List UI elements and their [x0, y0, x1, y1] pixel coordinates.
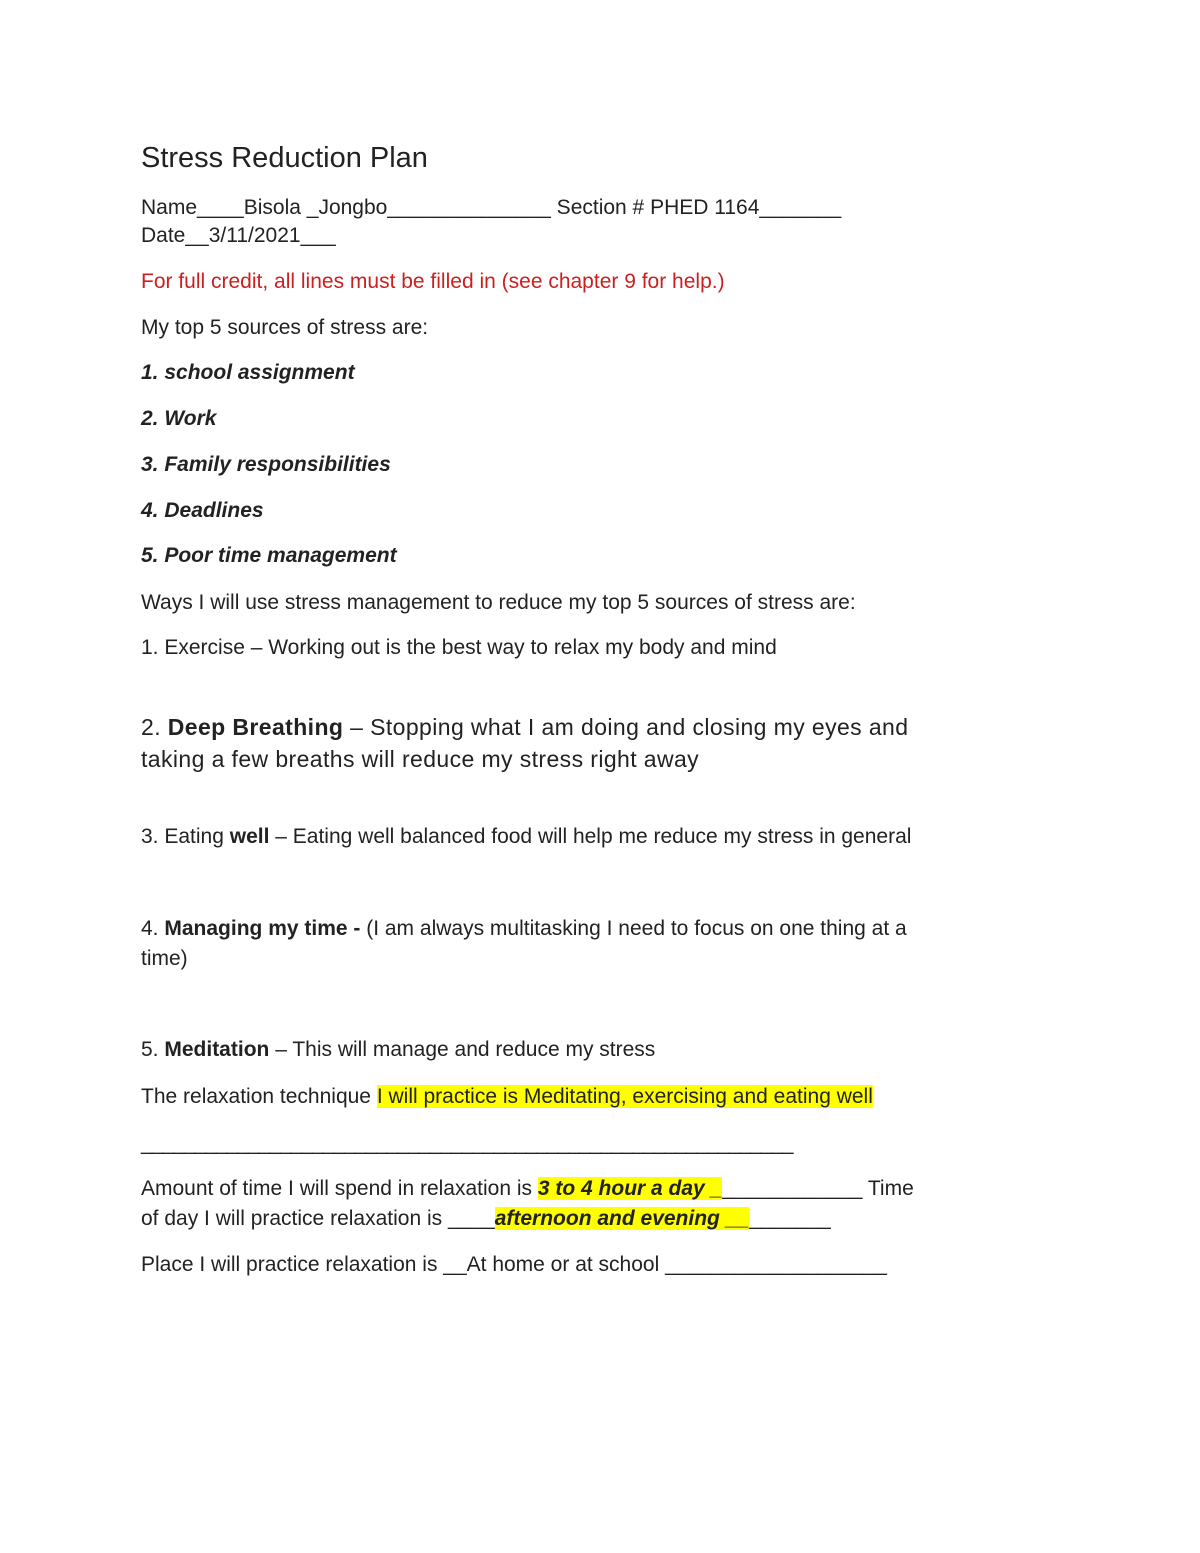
ways-heading: Ways I will use stress management to reduce my top 5 sources of stress are: [141, 591, 856, 614]
time-of-day-answer: afternoon and evening __ [494, 1207, 750, 1230]
way-item-5 [141, 1038, 655, 1062]
way-item-4 [141, 917, 907, 941]
stress-source-item: 5. Poor time management [141, 544, 397, 567]
time-of-day-line [141, 1207, 831, 1231]
technique-line [141, 1085, 873, 1109]
amount-tail: ____________ Time [722, 1177, 914, 1200]
way-text: – Stopping what I am doing and closing my eyes and [343, 714, 909, 740]
stress-source-item: 4. Deadlines [141, 499, 264, 522]
technique-answer: I will practice is Meditating, exercising and eating well [376, 1085, 873, 1108]
way-title: Deep Breathing [167, 714, 344, 740]
page-title: Stress Reduction Plan [141, 142, 428, 174]
amount-label: Amount of time I will spend in relaxation is [141, 1177, 538, 1200]
amount-line [141, 1177, 914, 1201]
time-of-day-tail: _______ [749, 1207, 831, 1230]
way-title: Meditation [164, 1038, 270, 1061]
technique-label: The relaxation technique [141, 1085, 377, 1108]
way-item-4-continued: time) [141, 947, 188, 970]
way-number: 3. Eating [141, 825, 230, 848]
way-text: (I am always multitasking I need to focus on one thing at a [366, 917, 907, 940]
technique-rule: _____________________________________________________________ [141, 1132, 793, 1155]
way-text: – This will manage and reduce my stress [269, 1038, 656, 1061]
way-item-1 [141, 636, 777, 660]
stress-source-item: 1. school assignment [141, 361, 355, 384]
way-number: 4. [141, 917, 165, 940]
amount-answer: 3 to 4 hour a day _ [537, 1177, 723, 1200]
way-number: 1. [141, 636, 165, 659]
stress-source-item: 2. Work [141, 407, 217, 430]
time-of-day-label: of day I will practice relaxation is ____ [141, 1207, 495, 1230]
way-item-2 [141, 714, 908, 741]
place-line: Place I will practice relaxation is __At home or at school ___________________ [141, 1253, 887, 1276]
way-title: well [229, 825, 270, 848]
sources-heading: My top 5 sources of stress are: [141, 316, 429, 339]
stress-source-item: 3. Family responsibilities [141, 453, 391, 476]
way-number: 2. [141, 714, 168, 740]
way-number: 5. [141, 1038, 165, 1061]
way-item-3 [141, 825, 911, 849]
name-section-line: Name____Bisola _Jongbo______________ Section # PHED 1164_______ [141, 196, 842, 219]
way-text: – Eating well balanced food will help me reduce my stress in general [269, 825, 912, 848]
date-line: Date__3/11/2021___ [141, 224, 336, 247]
way-title: Managing my time - [164, 917, 367, 940]
way-item-2-continued: taking a few breaths will reduce my stress right away [141, 746, 700, 772]
way-text: Exercise – Working out is the best way to relax my body and mind [164, 636, 777, 659]
credit-notice: For full credit, all lines must be filled in (see chapter 9 for help.) [141, 270, 725, 293]
